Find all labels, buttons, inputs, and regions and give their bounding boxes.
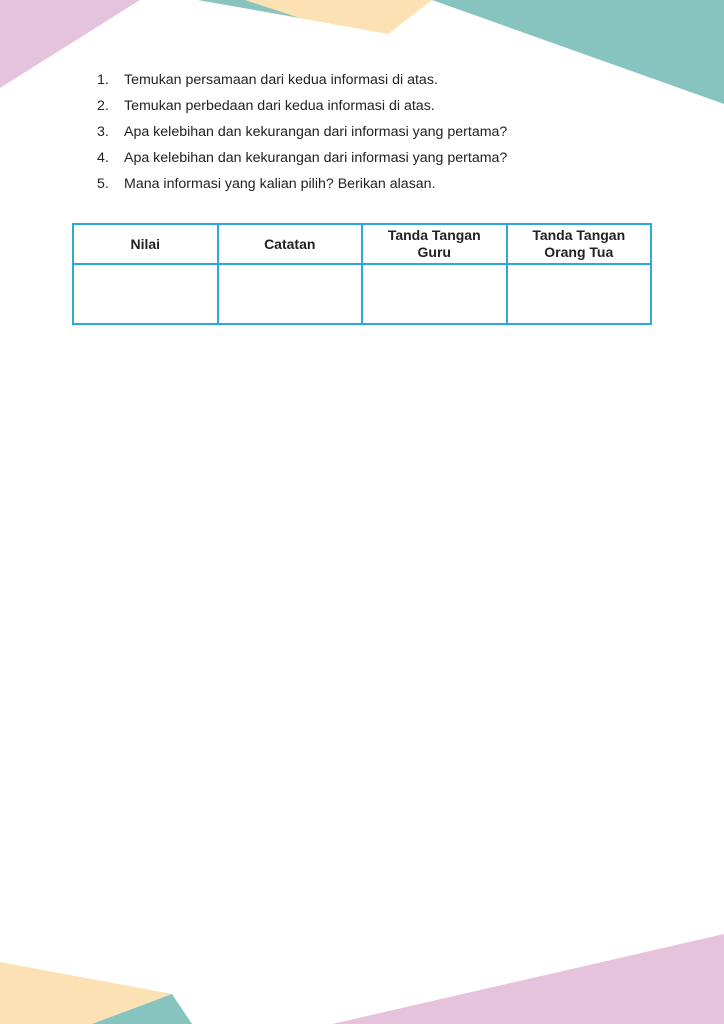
- header-tanda-tangan-orang-tua: [507, 224, 652, 264]
- pink-bottom-right-shape: [332, 934, 724, 1024]
- table-header-row: [73, 224, 651, 264]
- question-item: [97, 172, 507, 198]
- header-label-line2: Orang Tua: [544, 244, 614, 260]
- orang-tua-signature-cell[interactable]: [507, 264, 652, 324]
- question-number: 4.: [97, 150, 109, 166]
- question-text: Apa kelebihan dan kekurangan dari informasi yang pertama?: [124, 150, 508, 166]
- assessment-table: [72, 223, 652, 325]
- question-number: 3.: [97, 124, 109, 140]
- question-text: Temukan persamaan dari kedua informasi di atas.: [124, 72, 438, 88]
- question-item: [97, 120, 507, 146]
- question-list: [97, 68, 507, 198]
- header-nilai: [73, 224, 218, 264]
- question-number: 1.: [97, 72, 109, 88]
- catatan-cell[interactable]: [218, 264, 363, 324]
- header-label-line1: Tanda Tangan: [387, 227, 481, 243]
- header-label: Catatan: [264, 235, 316, 252]
- question-number: 2.: [97, 98, 109, 114]
- question-item: [97, 68, 507, 94]
- question-text: Apa kelebihan dan kekurangan dari informasi yang pertama?: [124, 124, 508, 140]
- question-item: [97, 146, 507, 172]
- header-tanda-tangan-guru: [362, 224, 507, 264]
- table-row: [73, 264, 651, 324]
- header-catatan: [218, 224, 363, 264]
- question-number: 5.: [97, 176, 109, 192]
- question-item: [97, 94, 507, 120]
- guru-signature-cell[interactable]: [362, 264, 507, 324]
- header-label-line2: Guru: [417, 244, 451, 260]
- header-label-line1: Tanda Tangan: [532, 227, 626, 243]
- question-text: Temukan perbedaan dari kedua informasi di atas.: [124, 98, 435, 114]
- header-label: Nilai: [130, 235, 161, 252]
- question-text: Mana informasi yang kalian pilih? Berikan alasan.: [124, 176, 436, 192]
- nilai-cell[interactable]: [73, 264, 218, 324]
